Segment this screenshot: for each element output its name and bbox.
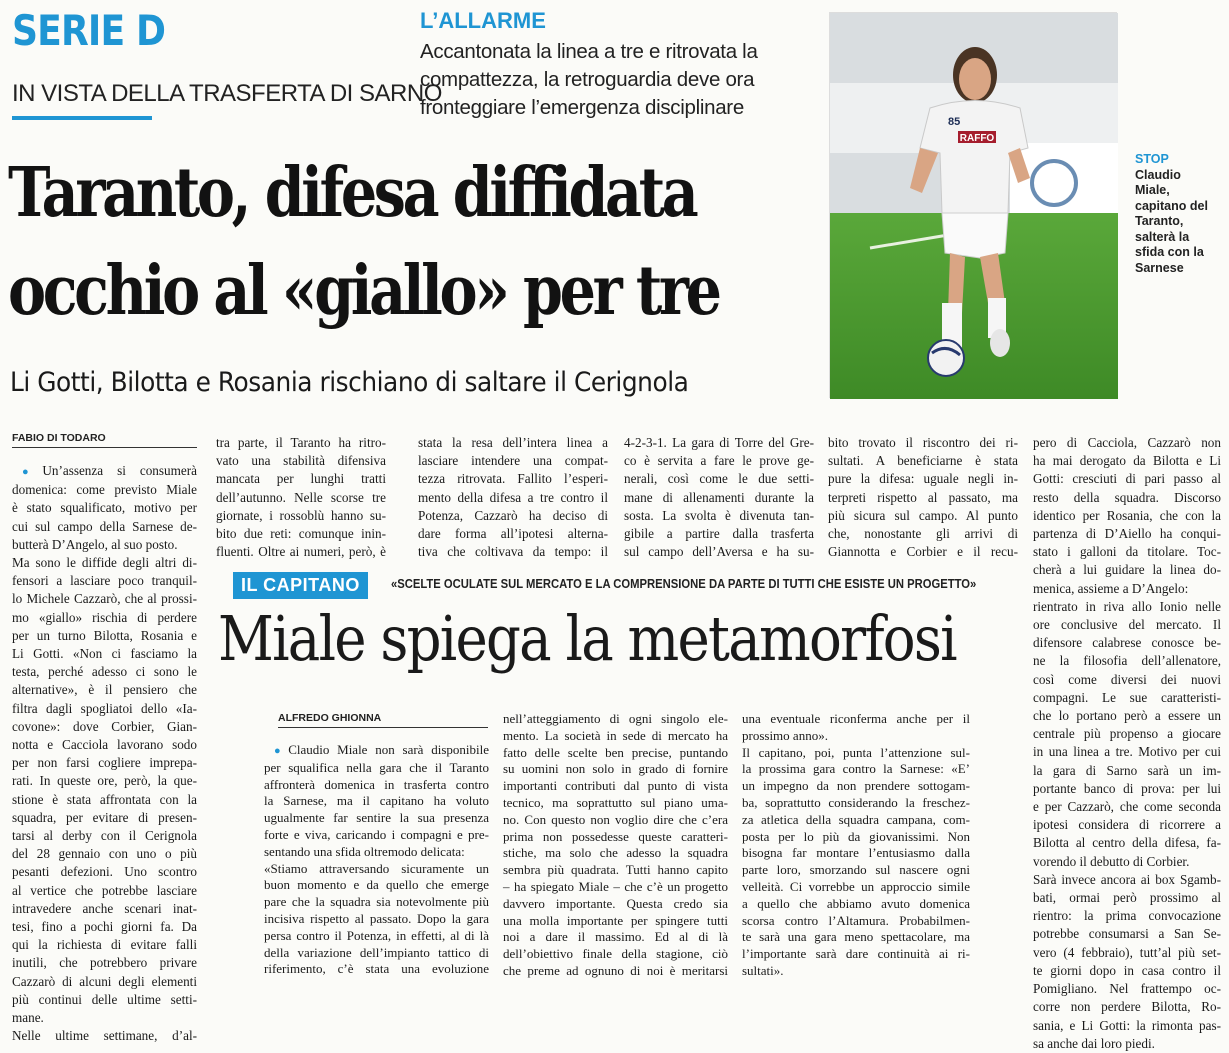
text-line: la prossima gara contro la Sarnese: «E’ [742, 761, 970, 777]
text-line: in una linea a tre. Motivo per cui [1033, 744, 1221, 760]
text-line: difensore calabrese conosce be- [1033, 635, 1221, 651]
main-column-2 [216, 434, 386, 561]
text-line: tezza ritrovata. Fallito l’esperi- [418, 471, 608, 487]
text-line: Cazzarò di alcuni degli elementi [12, 973, 197, 989]
headline-line-2: occhio al «giallo» per tre [8, 251, 719, 331]
text-line: che, nonostante gli arrivi di [828, 526, 1018, 542]
text-line: rientro: la prima convocazione [1033, 908, 1221, 924]
text-line: tiva che coltivava da tempo: il [418, 544, 608, 560]
text-line: potrebbe consumarsi a San Se- [1033, 926, 1221, 942]
text-line: gibile a partire dalla trasferta [624, 526, 814, 542]
text-line: la gara di Sarno sarà un im- [1033, 762, 1221, 778]
text-line: Sarà invece ancora ai box Sgamb- [1033, 871, 1221, 887]
text-line: stata la resa dell’intera linea a [418, 435, 608, 450]
main-column-6 [1033, 434, 1221, 1053]
caption-line: Miale, [1135, 183, 1170, 197]
text-line: sul campo dell’Aversa e ha su- [624, 544, 814, 560]
text-line: buon momento e da quello che emerge [264, 877, 489, 893]
subsection-title: IN VISTA DELLA TRASFERTA DI SARNO [12, 80, 442, 107]
text-line: velleità. Ci vorrebbe un approccio simile [742, 878, 970, 894]
text-line: a quello che abbiamo avuto domenica [742, 895, 970, 911]
text-line: per un turno Bilotta, Rosania e [12, 627, 197, 643]
text-line: «Stiamo attraversando sicuramente un [264, 860, 489, 876]
caption-line: Claudio [1135, 167, 1181, 182]
text-line: cherà a lui guidare la linea do- [1033, 562, 1221, 578]
text-line: della variazione dell’impianto tattico di [264, 944, 489, 960]
text-line: mancata per lunghi tratti [216, 471, 386, 487]
text-line: stione è stata affrontata con la [12, 791, 197, 807]
text-line: e per Cazzarò, che come seconda [1033, 799, 1221, 815]
text-line: 4-2-3-1. La gara di Torre del Gre- [624, 435, 814, 450]
text-line: mo «giallo» rischia di perdere [12, 609, 197, 625]
text-line: sosta. La svolta è divenuta tan- [624, 507, 814, 523]
text-line: tesi, fino a pochi giorni fa. Da [12, 919, 197, 935]
text-line: filtra dagli spogliatoi dello «Ia- [12, 700, 197, 716]
text-line: fluenti. Oltre ai numeri, però, è [216, 544, 386, 560]
text-line: dare forma all’ipotesi alterna- [418, 526, 608, 542]
text-line: davvero importante. Questa credo sia [503, 895, 728, 911]
kicker-text [420, 38, 820, 122]
text-line: portante banco di prova: per lui [1033, 780, 1221, 796]
main-column-5 [828, 434, 1018, 561]
caption-line: Taranto, [1135, 214, 1184, 228]
capitano-column-1 [264, 742, 489, 978]
text-line: compagni. Le sue caratteristi- [1033, 689, 1221, 705]
text-line: nell’atteggiamento di ogni singolo ele- [503, 711, 728, 726]
text-line: fensori a lasciare poco tranquil- [12, 573, 197, 589]
text-line: mane. [12, 1010, 44, 1026]
text-line: prossimo anno». [742, 727, 828, 743]
text-line: Ma sono le diffide degli altri di- [12, 555, 197, 571]
text-line: Bilotta al centro della difesa, fa- [1033, 835, 1221, 851]
text-line: ne la filosofia dell’allenatore, [1033, 653, 1221, 669]
kicker-label: L’ALLARME [420, 8, 546, 33]
text-line: più sicura sul campo. Al punto [828, 507, 1018, 523]
main-column-3 [418, 434, 608, 561]
text-line: nerali, così come le due setti- [624, 471, 814, 487]
text-line: ipotesi considera di ricorrere a [1033, 817, 1221, 833]
text-line: ha mai derogato da Bilotta e Li [1033, 453, 1221, 469]
capitano-tag: IL CAPITANO [233, 572, 368, 599]
text-line: sembra più quadrata. Tutti hanno capito [503, 862, 728, 878]
text-line: Giannotta e Corbier e il recu- [828, 544, 1018, 560]
player-photo-illustration [830, 13, 1118, 399]
text-line: bisogna far montare l’entusiasmo dalla [742, 845, 970, 861]
text-line: tra parte, il Taranto ha ritro- [216, 435, 386, 450]
text-line: dell’autunno. Nelle scorse tre [216, 489, 386, 505]
photo-caption [1135, 152, 1227, 276]
text-line: identico per Rosania, che con la [1033, 507, 1221, 523]
main-column-1 [12, 462, 197, 1046]
main-headline [8, 144, 719, 340]
text-line: sa anche dai loro piedi. [1033, 1035, 1155, 1051]
text-line: no. Con questo non voglio dire che c’era [503, 811, 728, 827]
sponsor-text: RAFFO [959, 133, 995, 144]
text-line: co è servita a fare le prove ge- [624, 453, 814, 469]
text-line: partenza di D’Aiello ha conqui- [1033, 526, 1221, 542]
text-line [264, 742, 489, 760]
kicker-line: fronteggiare l’emergenza disciplinare [420, 96, 744, 119]
text-line: al vertice che potrebbe lasciare [12, 882, 197, 898]
text-line: noi a dare il massimo. Ed al di là [503, 929, 728, 945]
text-line: che preme ad ognuno di noi è meritarsi [503, 962, 728, 978]
text-line: l’importante sarà dare continuità ai ri- [742, 946, 970, 962]
text-line: posta per lo più da giovanissimi. Non [742, 828, 970, 844]
text-line: bito trovato il riscontro dei ri- [828, 435, 1018, 450]
text-line: giornate, i rossoblù hanno su- [216, 507, 386, 523]
text-line: è stato squalificato, motivo per [12, 500, 197, 516]
text-line: importanti contributi dal punto di vista [503, 778, 728, 794]
text-line: – ha spiegato Miale – che c’è un progetto [503, 878, 728, 894]
text-line: per squalifica nella gara che il Taranto [264, 759, 489, 775]
capitano-column-2 [503, 711, 728, 980]
caption-line: sfida con la [1135, 245, 1204, 259]
text-line: intravedere anche scenari inat- [12, 900, 197, 916]
text-line: centrale più propenso a giocare [1033, 726, 1221, 742]
text-line: forte e viva, caricando i compagni e pre- [264, 826, 489, 842]
text-line: parte loro, smorzando sul nascere ogni [742, 862, 970, 878]
bullet-icon: ● [22, 466, 40, 478]
text-line: pero di Cacciola, Cazzarò non [1033, 435, 1221, 450]
text-line: del 28 gennaio con uno o più [12, 846, 197, 862]
text-line-content: Claudio Miale non sarà disponibile [288, 742, 489, 757]
text-line-content: Un’assenza si consumerà [42, 463, 197, 478]
caption-kicker: STOP [1135, 152, 1169, 166]
caption-line: Sarnese [1135, 260, 1184, 275]
capitano-quote: «SCELTE OCULATE SUL MERCATO E LA COMPRENSIONE DA PARTE DI TUTTI CHE ESISTE UN PROGETTO» [391, 577, 977, 591]
text-line: qui la richiesta di evitare falli [12, 937, 197, 953]
text-line: resto della squadra. Discorso [1033, 489, 1221, 505]
text-line: scorsa contro l’Altamura. Probabilmen- [742, 912, 970, 928]
text-line: vorendo il debutto di Corbier. [1033, 853, 1190, 869]
text-line: Il capitano, poi, punta l’attenzione sul- [742, 744, 970, 760]
text-line: ba, soprattutto considerando la freschez- [742, 794, 970, 810]
headline-deck: Li Gotti, Bilotta e Rosania rischiano di saltare il Cerignola [10, 367, 689, 398]
bullet-icon: ● [274, 745, 286, 757]
text-line: pare che la squadra sia notevolmente più [264, 894, 489, 910]
text-line: ugualmente far sentire la sua presenza [264, 810, 489, 826]
text-line: terpreti rispetto al passato, ma [828, 489, 1018, 505]
headline-line-1: Taranto, difesa diffidata [8, 153, 696, 233]
text-line: bito due reti: comunque inin- [216, 526, 386, 542]
text-line: sultati. A beneficiarne è stata [828, 453, 1018, 469]
text-line: mento. La società in sede di mercato ha [503, 727, 728, 743]
text-line: stato i galloni da titolare. Toc- [1033, 544, 1221, 560]
text-line: prima non possedesse queste caratteri- [503, 828, 728, 844]
text-line: stiche, ma solo che adesso la squadra [503, 845, 728, 861]
text-line: incisiva rispetto al passato. Dopo la gara [264, 910, 489, 926]
text-line: vero (4 febbraio), tutt’al più set- [1033, 944, 1221, 960]
text-line: za atletica della squadra campana, com- [742, 811, 970, 827]
text-line: Li Gotti. «Non ci fasciamo la [12, 646, 197, 662]
text-line: affronterà domenica in trasferta contro [264, 776, 489, 792]
text-line: tarsi al derby con il Cerignola [12, 828, 197, 844]
text-line: inutili, che potrebbero privare [12, 955, 197, 971]
text-line: sania, e Li Gotti: la rimonta pas- [1033, 1017, 1221, 1033]
text-line: così come diversi dei nuovi [1033, 671, 1221, 687]
text-line: butterà D’Angelo, al suo posto. [12, 536, 178, 552]
text-line: domenica: come previsto Miale [12, 482, 197, 498]
text-line: su uomini non solo in grado di fornire [503, 761, 728, 777]
capitano-headline: Miale spiega la metamorfosi [218, 602, 956, 675]
text-line: rientrato in riva allo Ionio nelle [1033, 598, 1221, 614]
text-line: menica, assieme a D’Angelo: [1033, 580, 1189, 596]
text-line: una eventuale riconferma anche per il [742, 711, 970, 726]
text-line: Gotti: cresciuti di pari passo al [1033, 471, 1221, 487]
text-line: lo Michele Cazzarò, che al prossi- [12, 591, 197, 607]
text-line: tecnico, ma soprattutto sul piano uma- [503, 794, 728, 810]
text-line: testa, perché adesso ci sono le [12, 664, 197, 680]
kicker-line: Accantonata la linea a tre e ritrovata la [420, 40, 758, 63]
text-line: alternative», è il pensiero che [12, 682, 197, 698]
text-line: più continui delle ultime setti- [12, 991, 197, 1007]
section-title: SERIE D [12, 6, 166, 55]
shirt-number: 85 [948, 116, 961, 128]
text-line: notta e Cacciola lavorano sodo [12, 737, 197, 753]
text-line: per non farsi cogliere imprepa- [12, 755, 197, 771]
text-line: pesanti defezioni. Uno scontro [12, 864, 197, 880]
caption-line: capitano del [1135, 198, 1208, 213]
text-line: lasciare intendere una compat- [418, 453, 608, 469]
text-line: sentando una sfida oltremodo delicata: [264, 843, 465, 859]
text-line: mento della difesa a tre contro il [418, 489, 608, 505]
text-line: una molla importante per spingere tutti [503, 912, 728, 928]
text-line: pure la difesa: uguale negli in- [828, 471, 1018, 487]
text-line: ore conclusive del mercato. Il [1033, 617, 1221, 633]
text-line: che lo portano però a essere un [1033, 708, 1221, 724]
text-line: sultati». [742, 962, 784, 978]
main-byline: FABIO DI TODARO [12, 432, 197, 448]
capitano-column-3 [742, 711, 970, 980]
text-line [12, 462, 197, 481]
capitano-byline: ALFREDO GHIONNA [278, 712, 488, 728]
main-column-4 [624, 434, 814, 561]
text-line: te giorni dopo in casa contro il [1033, 962, 1221, 978]
text-line: la Sarnese, ma il capitano ha voluto [264, 793, 489, 809]
text-line: vato una stabilità difensiva [216, 453, 386, 469]
text-line: Potenza, Cazzarò ha deciso di [418, 507, 608, 523]
text-line: un impegno da non prendere sottogam- [742, 778, 970, 794]
text-line: mane di allenamenti durante la [624, 489, 814, 505]
text-line: cui sul campo della Sarnese de- [12, 518, 197, 534]
text-line: covone»: dove Corbier, Gian- [12, 718, 197, 734]
text-line: te sarà una gara meno spettacolare, ma [742, 929, 970, 945]
player-photo [829, 12, 1117, 398]
text-line: dell’obiettivo finale della stagione, ciò [503, 946, 728, 962]
text-line: rati. In queste ore, però, la que- [12, 773, 197, 789]
subsection-rule [12, 116, 152, 120]
text-line: Pomigliano. Nel frattempo oc- [1033, 981, 1221, 997]
text-line: bati, ormai però prossimo al [1033, 890, 1221, 906]
text-line: corre non perdere Bilotta, Ro- [1033, 999, 1221, 1015]
kicker-line: compattezza, la retroguardia deve ora [420, 68, 755, 91]
text-line: squadra, per evitare di presen- [12, 809, 197, 825]
text-line: Nelle ultime settimane, d’al- [12, 1028, 197, 1044]
text-line: fatto delle scelte ben precise, puntando [503, 744, 728, 760]
text-line: persa contro il Potenza, in effetti, al di là [264, 927, 489, 943]
caption-line: salterà la [1135, 229, 1190, 244]
text-line: riferimento, c’è stata una evoluzione [264, 961, 489, 977]
